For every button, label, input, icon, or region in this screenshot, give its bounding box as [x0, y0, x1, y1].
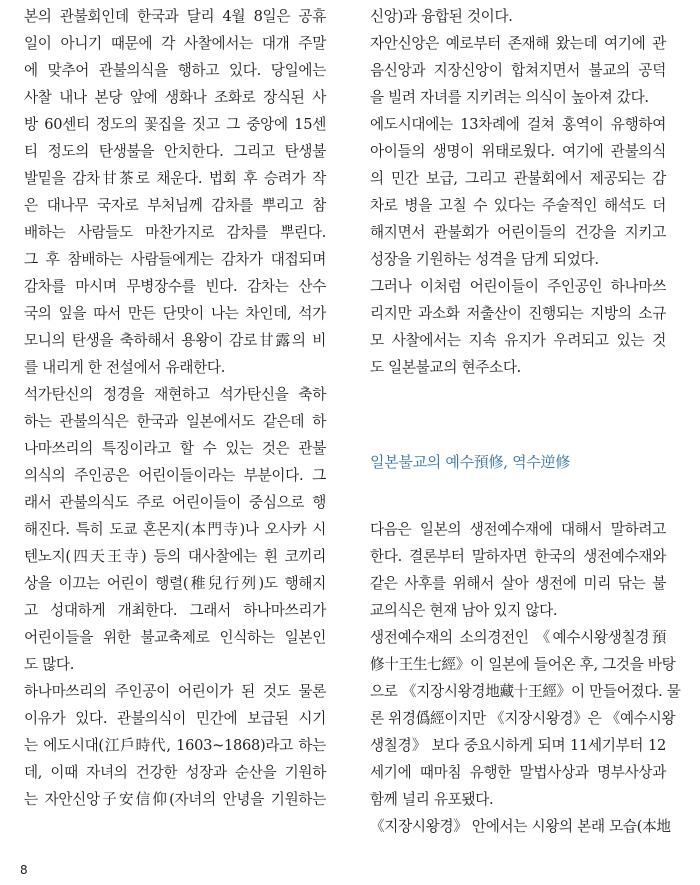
text-line: 《지장시왕경》 안에서는 시왕의 본래 모습(本地 — [370, 818, 671, 835]
page-number: 8 — [20, 863, 28, 877]
text-line: 일이 아니기 때문에 각 사찰에서는 대개 주말 — [24, 35, 326, 52]
text-line: 이유가 있다. 관불의식이 민간에 보급된 시기 — [24, 710, 326, 727]
text-line: 으로 《지장시왕경地藏十王經》이 만들어졌다. 물 — [370, 683, 681, 700]
text-line: 성장을 기원하는 성격을 담게 되었다. — [370, 251, 599, 268]
text-line: 티 정도의 탄생불을 안치한다. 그리고 탄생불 — [24, 143, 326, 160]
text-line: 해진다. 특히 도쿄 혼몬지(本門寺)나 오사카 시 — [24, 521, 326, 538]
text-line: 나마쓰리의 특징이라고 할 수 있는 것은 관불 — [24, 440, 326, 457]
left-column — [24, 3, 326, 813]
text-line: 방 60센티 정도의 꽃집을 짓고 그 중앙에 15센 — [24, 116, 326, 133]
text-line: 생전예수재의 소의경전인 《예수시왕생칠경預 — [370, 629, 666, 646]
text-line: 리지만 과소화 저출산이 진행되는 지방의 소규 — [370, 305, 666, 322]
text-line: 에도시대에는 13차례에 걸쳐 홍역이 유행하여 — [370, 116, 666, 133]
text-line: 석가탄신의 정경을 재현하고 석가탄신을 축하 — [24, 386, 326, 403]
text-line: 하는 관불의식은 한국과 일본에서도 같은데 하 — [24, 413, 326, 430]
text-line: 의 민간 보급, 그리고 관불회에서 제공되는 감 — [370, 170, 666, 187]
right-column — [370, 3, 681, 840]
text-line: 를 내리게 한 전설에서 유래한다. — [24, 359, 226, 376]
text-line: 생칠경》 보다 중요시하게 되며 11세기부터 12 — [370, 737, 666, 754]
text-line: 자안신앙은 예로부터 존재해 왔는데 여기에 관 — [370, 35, 666, 52]
text-line: 배하는 사람들도 마찬가지로 감차를 뿌린다. — [24, 224, 326, 241]
text-line: 음신앙과 지장신앙이 합쳐지면서 불교의 공덕 — [370, 62, 666, 79]
text-line: 래서 관불의식도 주로 어린이들이 중심으로 행 — [24, 494, 326, 511]
text-line: 는 자안신앙子安信仰(자녀의 안녕을 기원하는 — [24, 791, 326, 808]
text-line: 교의식은 현재 남아 있지 않다. — [370, 602, 558, 619]
text-line: 같은 사후를 위해서 살아 생전에 미리 닦는 불 — [370, 575, 666, 592]
text-line: 본의 관불회인데 한국과 달리 4월 8일은 공휴 — [24, 8, 326, 25]
text-line: 사찰 내나 본당 앞에 생화나 조화로 장식된 사 — [24, 89, 326, 106]
text-line: 도 많다. — [24, 656, 75, 673]
right-column-upper-text — [370, 3, 666, 381]
text-line: 어린이들을 위한 불교축제로 인식하는 일본인 — [24, 629, 326, 646]
text-line: 은 대나무 국자로 부처님께 감차를 뿌리고 참 — [24, 197, 326, 214]
text-line: 감차를 마시며 무병장수를 빈다. 감차는 산수 — [24, 278, 326, 295]
text-line: 그러나 이처럼 어린이들이 주인공인 하나마쓰 — [370, 278, 666, 295]
text-line: 데, 이때 자녀의 건강한 성장과 순산을 기원하 — [24, 764, 326, 781]
text-line: 모니의 탄생을 축하해서 용왕이 감로甘露의 비 — [24, 332, 326, 349]
text-line: 한다. 결론부터 말하자면 한국의 생전예수재와 — [370, 548, 666, 565]
text-line: 아이들의 생명이 위태로웠다. 여기에 관불의식 — [370, 143, 666, 160]
text-line: 텐노지(四天王寺) 등의 대사찰에는 흰 코끼리 — [24, 548, 326, 565]
text-line: 에 맞추어 관불의식을 행하고 있다. 당일에는 — [24, 62, 326, 79]
text-line: 발밑을 감차甘茶로 채운다. 법회 후 승려가 작 — [24, 170, 326, 187]
text-line: 는 에도시대(江戶時代, 1603~1868)라고 하는 — [24, 737, 326, 754]
text-line: 고 성대하게 개최한다. 그래서 하나마쓰리가 — [24, 602, 326, 619]
text-line: 그 후 참배하는 사람들에게는 감차가 대접되며 — [24, 251, 326, 268]
text-line: 국의 잎을 따서 만든 단맛이 나는 차인데, 석가 — [24, 305, 326, 322]
text-line: 다음은 일본의 생전예수재에 대해서 말하려고 — [370, 521, 666, 538]
text-line: 도 일본불교의 현주소다. — [370, 359, 521, 376]
text-line: 론 위경僞經이지만 《지장시왕경》은 《예수시왕 — [370, 710, 676, 727]
text-line: 세기에 때마침 유행한 말법사상과 명부사상과 — [370, 764, 666, 781]
text-line: 신앙)과 융합된 것이다. — [370, 8, 513, 25]
text-line: 의식의 주인공은 어린이들이라는 부분이다. 그 — [24, 467, 326, 484]
right-column-lower-text — [370, 516, 681, 840]
section-heading: 일본불교의 예수預修, 역수逆修 — [370, 453, 570, 471]
text-line: 하나마쓰리의 주인공이 어린이가 된 것도 물론 — [24, 683, 326, 700]
text-line: 차로 병을 고칠 수 있다는 주술적인 해석도 더 — [370, 197, 666, 214]
text-line: 함께 널리 유포됐다. — [370, 791, 494, 808]
text-line: 상을 이끄는 어린이 행렬(稚兒行列)도 행해지 — [24, 575, 326, 592]
text-line: 을 빌려 자녀를 지키려는 의식이 높아져 갔다. — [370, 89, 649, 106]
text-line: 해지면서 관불회가 어린이들의 건강을 지키고 — [370, 224, 666, 241]
text-line: 修十王生七經》이 일본에 들어온 후, 그것을 바탕 — [370, 656, 676, 673]
text-line: 모 사찰에서는 지속 유지가 우려되고 있는 것 — [370, 332, 666, 349]
